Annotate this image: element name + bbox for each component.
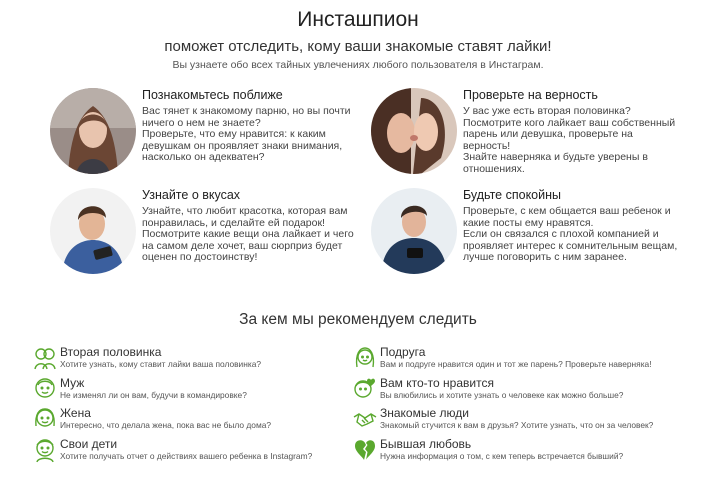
page-subtitle: поможет отследить, кому ваши знакомые ставят лайки!: [164, 38, 552, 55]
woman-photo: [50, 88, 136, 174]
kids-icon: [33, 437, 57, 463]
rec-title: Свои дети: [60, 437, 118, 451]
rec-title: Жена: [60, 406, 91, 420]
couple-kiss-photo: [371, 88, 457, 174]
rec-desc: Вам и подруге нравится один и тот же парень? Проверьте наверняка!: [380, 359, 652, 369]
rec-desc: Знакомый стучится к вам в друзья? Хотите узнать, что он за человек?: [380, 420, 654, 430]
couple-icon: [33, 345, 57, 371]
feature-learn-tastes: [50, 188, 380, 288]
recommend-title: За кем мы рекомендуем следить: [239, 311, 477, 328]
page-lead: Вы узнаете обо всех тайных увлечениях любого пользователя в Инстаграм.: [172, 59, 544, 71]
feature-text: У вас уже есть вторая половинка? Посмотрите кого лайкает ваш собственный парень или девушка, проверьте на верность! Знайте наверняка и будьте уверены в отношениях.: [463, 105, 676, 175]
rec-desc: Нужна информация о том, с кем теперь встречается бывший?: [380, 451, 624, 461]
page-title: Инсташпион: [297, 8, 419, 31]
feature-title: Будьте спокойны: [463, 188, 562, 202]
man-phone-photo: [50, 188, 136, 274]
feature-text: Узнайте, что любит красотка, которая вам понравилась, и сделайте ей подарок! Посмотрите какие вещи она лайкает и чего на самом деле хочет, ваш сюрприз будет оценен по достоинству!: [142, 205, 354, 264]
rec-title: Бывшая любовь: [380, 437, 472, 451]
handshake-icon: [353, 406, 377, 432]
rec-title: Вам кто-то нравится: [380, 376, 494, 390]
girlfriend-icon: [353, 345, 377, 371]
feature-text: Вас тянет к знакомому парню, но вы почти ничего о нем не знаете? Проверьте, что ему нравится: к каким девушкам он проявляет знаки внимания, насколько он адекватен?: [142, 105, 351, 164]
feature-get-closer: [50, 88, 380, 188]
rec-title: Муж: [60, 376, 85, 390]
crush-icon: [353, 376, 377, 402]
rec-desc: Не изменял ли он вам, будучи в командировке?: [60, 390, 247, 400]
rec-desc: Интересно, что делала жена, пока вас не было дома?: [60, 420, 272, 430]
rec-desc: Хотите получать отчет о действиях вашего ребенка в Instagram?: [60, 451, 313, 461]
rec-title: Знакомые люди: [380, 406, 469, 420]
feature-be-calm: [371, 188, 701, 288]
feature-text: Проверьте, с кем общается ваш ребенок и какие посты ему нравятся. Если он связался с плохой компанией и проявляет интерес к сомнительным вещам, лучше поговорить с ним заранее.: [463, 205, 678, 264]
broken-heart-icon: [353, 437, 377, 463]
feature-title: Узнайте о вкусах: [142, 188, 241, 202]
rec-title: Вторая половинка: [60, 345, 162, 359]
feature-check-fidelity: [371, 88, 701, 188]
woman-icon: [33, 406, 57, 432]
feature-title: Проверьте на верность: [463, 88, 598, 102]
rec-title: Подруга: [380, 345, 426, 359]
man-icon: [33, 376, 57, 402]
rec-desc: Хотите узнать, кому ставит лайки ваша половинка?: [60, 359, 262, 369]
feature-title: Познакомьтесь поближе: [142, 88, 283, 102]
rec-desc: Вы влюбились и хотите узнать о человеке как можно больше?: [380, 390, 624, 400]
boy-phone-photo: [371, 188, 457, 274]
